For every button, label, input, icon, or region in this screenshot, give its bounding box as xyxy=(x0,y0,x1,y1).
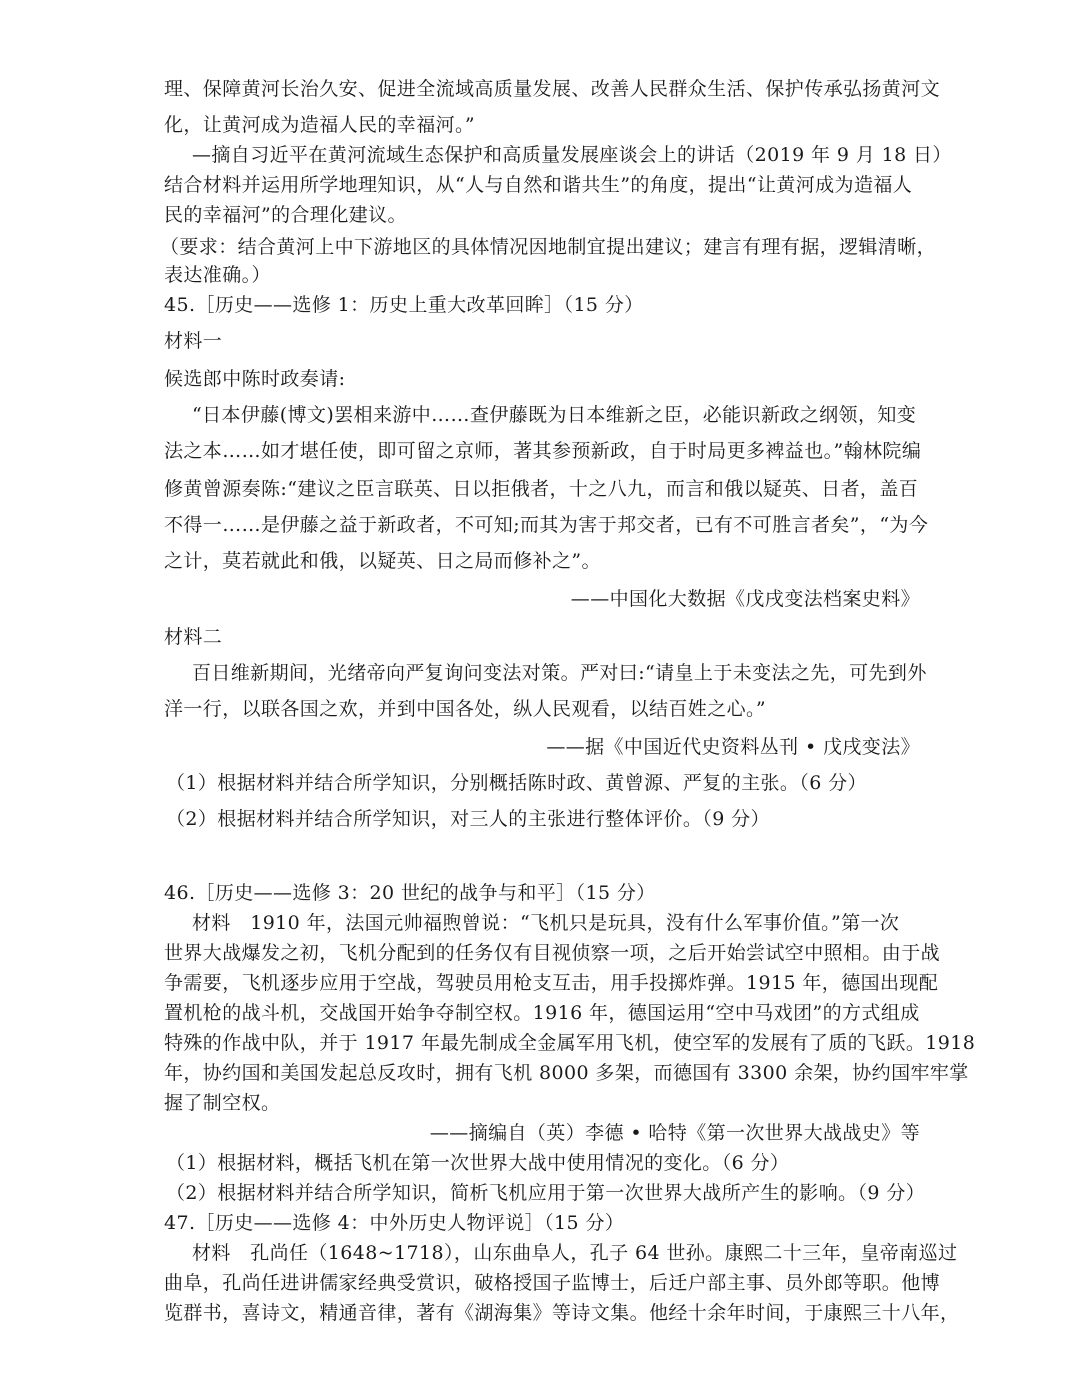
text-line: 览群书，喜诗文，精通音律，著有《湖海集》等诗文集。他经十余年时间，于康熙三十八年， xyxy=(164,1302,960,1324)
requirement-line: 表达准确。） xyxy=(164,264,271,286)
question-item: （2）根据材料并结合所学知识，对三人的主张进行整体评价。（9 分） xyxy=(166,808,770,830)
text-line: 修黄曾源奏陈:“建议之臣言联英、日以拒俄者，十之八九，而言和俄以疑英、日者，盖百 xyxy=(164,478,919,500)
text-line: 民的幸福河”的合理化建议。 xyxy=(164,204,407,226)
question-46-heading: 46.［历史——选修 3：20 世纪的战争与和平］（15 分） xyxy=(164,882,656,904)
question-45-heading: 45.［历史——选修 1：历史上重大改革回眸］（15 分） xyxy=(164,294,644,316)
text-line: 特殊的作战中队，并于 1917 年最先制成全金属军用飞机，使空军的发展有了质的飞跃。1918 xyxy=(164,1032,976,1054)
text-line: 年，协约国和美国发起总反攻时，拥有飞机 8000 多架，而德国有 3300 余架，协约国牢牢掌 xyxy=(164,1062,969,1084)
text-line: 不得一……是伊藤之益于新政者，不可知;而其为害于邦交者，已有不可胜言者矣”，“为今 xyxy=(164,514,929,536)
question-47-heading: 47.［历史——选修 4：中外历史人物评说］（15 分） xyxy=(164,1212,625,1234)
question-item: （1）根据材料，概括飞机在第一次世界大战中使用情况的变化。（6 分） xyxy=(166,1152,790,1174)
question-item: （1）根据材料并结合所学知识，分别概括陈时政、黄曾源、严复的主张。（6 分） xyxy=(166,772,867,794)
source-line: ——据《中国近代史资料丛刊 • 戊戌变法》 xyxy=(546,736,920,758)
text-line: 世界大战爆发之初，飞机分配到的任务仅有目视侦察一项，之后开始尝试空中照相。由于战 xyxy=(164,942,941,964)
question-item: （2）根据材料并结合所学知识，简析飞机应用于第一次世界大战所产生的影响。（9 分） xyxy=(166,1182,926,1204)
text-line: 百日维新期间，光绪帝向严复询问变法对策。严对曰:“请皇上于未变法之先，可先到外 xyxy=(192,662,927,684)
text-line: 材料 孔尚任（1648~1718），山东曲阜人，孔子 64 世孙。康熙二十三年，皇帝南巡过 xyxy=(192,1242,958,1264)
text-line: 候选郎中陈时政奏请: xyxy=(164,368,346,390)
text-line: 结合材料并运用所学地理知识，从“人与自然和谐共生”的角度，提出“让黄河成为造福人 xyxy=(164,174,913,196)
text-line: 法之本……如才堪任使，即可留之京师，著其参预新政，自于时局更多裨益也。”翰林院编 xyxy=(164,440,922,462)
text-line: 握了制空权。 xyxy=(164,1092,281,1114)
text-line: “日本伊藤(博文)罢相来游中……查伊藤既为日本维新之臣，必能识新政之纲领，知变 xyxy=(192,404,917,426)
material-label: 材料二 xyxy=(164,626,223,648)
source-line: ——摘编自（英）李德 • 哈特《第一次世界大战战史》等 xyxy=(429,1122,920,1144)
source-line: ——中国化大数据《戊戌变法档案史料》 xyxy=(570,588,920,610)
text-line: 之计，莫若就此和俄，以疑英、日之局而修补之”。 xyxy=(164,550,601,572)
requirement-line: （要求：结合黄河上中下游地区的具体情况因地制宜提出建议；建言有理有据，逻辑清晰， xyxy=(160,236,937,258)
text-line: 化，让黄河成为造福人民的幸福河。” xyxy=(164,114,476,136)
text-line: 理、保障黄河长治久安、促进全流域高质量发展、改善人民群众生活、保护传承弘扬黄河文 xyxy=(164,78,941,100)
text-line: 材料 1910 年，法国元帅福煦曾说：“飞机只是玩具，没有什么军事价值。”第一次 xyxy=(192,912,900,934)
text-line: 曲阜，孔尚任进讲儒家经典受赏识，破格授国子监博士，后迁户部主事、员外郎等职。他博 xyxy=(164,1272,941,1294)
material-label: 材料一 xyxy=(164,330,223,352)
citation-line: —摘自习近平在黄河流域生态保护和高质量发展座谈会上的讲话（2019 年 9 月 18 日） xyxy=(192,144,952,166)
text-line: 洋一行，以联各国之欢，并到中国各处，纵人民观看，以结百姓之心。” xyxy=(164,698,767,720)
text-line: 争需要，飞机逐步应用于空战，驾驶员用枪支互击，用手投掷炸弹。1915 年，德国出现配 xyxy=(164,972,939,994)
text-line: 置机枪的战斗机，交战国开始争夺制空权。1916 年，德国运用“空中马戏团”的方式组成 xyxy=(164,1002,920,1024)
